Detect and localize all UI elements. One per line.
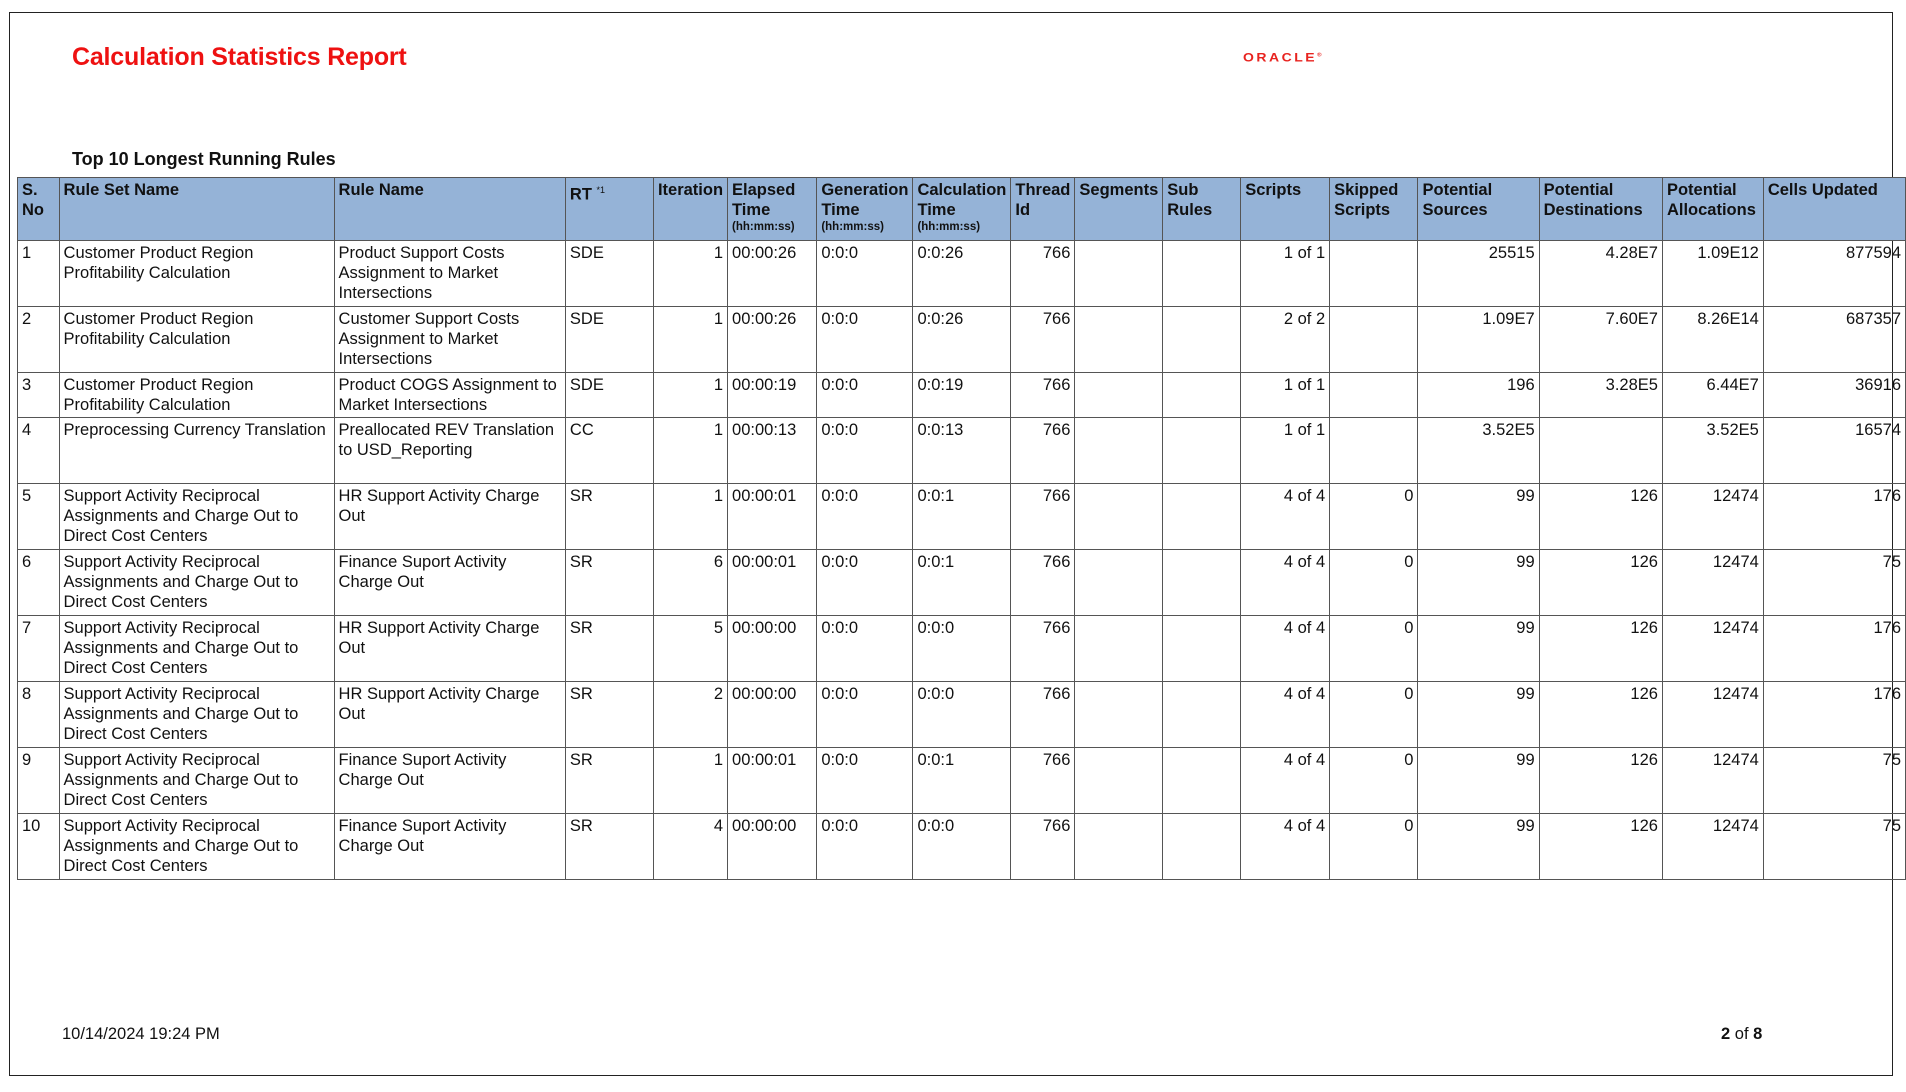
- cell-cells-updated: 176: [1763, 616, 1905, 682]
- cell-potential-allocations: 8.26E14: [1662, 307, 1763, 373]
- cell-potential-sources: 99: [1418, 748, 1539, 814]
- cell-cells-updated: 176: [1763, 682, 1905, 748]
- cell-sub-rules: [1163, 418, 1241, 484]
- table-row: [18, 418, 1906, 484]
- cell-cells-updated: 16574: [1763, 418, 1905, 484]
- header-potential-destinations: Potential Destinations: [1539, 178, 1662, 241]
- header-sub-rules: Sub Rules: [1163, 178, 1241, 241]
- cell-generation-time: 0:0:0: [817, 682, 913, 748]
- cell-sno: 7: [18, 616, 60, 682]
- cell-calculation-time: 0:0:0: [913, 616, 1011, 682]
- cell-generation-time: 0:0:0: [817, 748, 913, 814]
- cell-cells-updated: 176: [1763, 484, 1905, 550]
- cell-scripts: 4 of 4: [1241, 616, 1330, 682]
- current-page: 2: [1721, 1025, 1731, 1043]
- cell-segments: [1075, 241, 1163, 307]
- header-sno: S. No: [18, 178, 60, 241]
- cell-thread-id: 766: [1011, 373, 1075, 418]
- cell-cells-updated: 75: [1763, 748, 1905, 814]
- page-indicator: [1721, 1025, 1762, 1044]
- cell-generation-time: 0:0:0: [817, 373, 913, 418]
- cell-thread-id: 766: [1011, 682, 1075, 748]
- cell-segments: [1075, 373, 1163, 418]
- cell-elapsed-time: 00:00:01: [728, 550, 817, 616]
- cell-generation-time: 0:0:0: [817, 241, 913, 307]
- cell-skipped-scripts: [1330, 241, 1418, 307]
- cell-elapsed-time: 00:00:19: [728, 373, 817, 418]
- cell-elapsed-time: 00:00:26: [728, 241, 817, 307]
- cell-potential-destinations: 4.28E7: [1539, 241, 1662, 307]
- cell-skipped-scripts: 0: [1330, 550, 1418, 616]
- cell-scripts: 1 of 1: [1241, 373, 1330, 418]
- cell-potential-allocations: 12474: [1662, 484, 1763, 550]
- cell-rt: SR: [565, 814, 653, 880]
- header-rt: [565, 178, 653, 241]
- cell-rule-set-name: Customer Product Region Profitability Calculation: [59, 241, 334, 307]
- cell-potential-destinations: 7.60E7: [1539, 307, 1662, 373]
- cell-scripts: 4 of 4: [1241, 748, 1330, 814]
- cell-potential-sources: 99: [1418, 682, 1539, 748]
- cell-sno: 2: [18, 307, 60, 373]
- cell-rule-name: Customer Support Costs Assignment to Market Intersections: [334, 307, 565, 373]
- cell-potential-sources: 3.52E5: [1418, 418, 1539, 484]
- table-row: [18, 484, 1906, 550]
- cell-sub-rules: [1163, 616, 1241, 682]
- cell-potential-sources: 99: [1418, 484, 1539, 550]
- cell-scripts: 4 of 4: [1241, 484, 1330, 550]
- cell-rule-name: Finance Suport Activity Charge Out: [334, 550, 565, 616]
- cell-iteration: 1: [653, 748, 727, 814]
- cell-sno: 9: [18, 748, 60, 814]
- cell-thread-id: 766: [1011, 616, 1075, 682]
- cell-rt: SR: [565, 748, 653, 814]
- cell-rt: SDE: [565, 241, 653, 307]
- cell-iteration: 5: [653, 616, 727, 682]
- cell-calculation-time: 0:0:1: [913, 550, 1011, 616]
- cell-thread-id: 766: [1011, 307, 1075, 373]
- cell-rt: SR: [565, 616, 653, 682]
- cell-calculation-time: 0:0:26: [913, 241, 1011, 307]
- cell-iteration: 1: [653, 484, 727, 550]
- header-cells-updated: Cells Updated: [1763, 178, 1905, 241]
- registered-mark-icon: ®: [1317, 53, 1322, 59]
- table-header-row: [18, 178, 1906, 241]
- cell-segments: [1075, 682, 1163, 748]
- oracle-logo-text: ORACLE: [1243, 50, 1318, 64]
- header-rt-label: RT: [569, 185, 592, 204]
- header-elapsed-time: [728, 178, 817, 241]
- cell-sno: 6: [18, 550, 60, 616]
- header-elapsed-time-unit: (hh:mm:ss): [732, 221, 795, 233]
- cell-calculation-time: 0:0:0: [913, 814, 1011, 880]
- cell-thread-id: 766: [1011, 484, 1075, 550]
- cell-potential-destinations: 126: [1539, 484, 1662, 550]
- cell-elapsed-time: 00:00:00: [728, 616, 817, 682]
- cell-potential-sources: 196: [1418, 373, 1539, 418]
- cell-sno: 4: [18, 418, 60, 484]
- header-generation-time-label: Generation Time: [821, 181, 909, 219]
- cell-thread-id: 766: [1011, 814, 1075, 880]
- page-of-label: of: [1734, 1025, 1749, 1043]
- cell-scripts: 2 of 2: [1241, 307, 1330, 373]
- cell-generation-time: 0:0:0: [817, 418, 913, 484]
- table-row: [18, 616, 1906, 682]
- section-title: Top 10 Longest Running Rules: [72, 149, 336, 169]
- cell-sno: 5: [18, 484, 60, 550]
- cell-generation-time: 0:0:0: [817, 814, 913, 880]
- cell-rule-name: Finance Suport Activity Charge Out: [334, 814, 565, 880]
- header-rule-set-name: Rule Set Name: [59, 178, 334, 241]
- cell-rule-name: HR Support Activity Charge Out: [334, 682, 565, 748]
- cell-skipped-scripts: 0: [1330, 814, 1418, 880]
- cell-sub-rules: [1163, 814, 1241, 880]
- cell-sub-rules: [1163, 682, 1241, 748]
- cell-thread-id: 766: [1011, 241, 1075, 307]
- cell-rule-set-name: Customer Product Region Profitability Calculation: [59, 307, 334, 373]
- header-iteration: Iteration: [653, 178, 727, 241]
- table-row: [18, 814, 1906, 880]
- cell-rule-name: Finance Suport Activity Charge Out: [334, 748, 565, 814]
- header-skipped-scripts: Skipped Scripts: [1330, 178, 1418, 241]
- cell-potential-sources: 99: [1418, 814, 1539, 880]
- cell-skipped-scripts: [1330, 307, 1418, 373]
- cell-rule-name: Product COGS Assignment to Market Intersections: [334, 373, 565, 418]
- cell-iteration: 2: [653, 682, 727, 748]
- cell-potential-sources: 25515: [1418, 241, 1539, 307]
- header-calculation-time-unit: (hh:mm:ss): [917, 221, 981, 233]
- cell-elapsed-time: 00:00:01: [728, 484, 817, 550]
- cell-calculation-time: 0:0:1: [913, 484, 1011, 550]
- cell-potential-destinations: 126: [1539, 814, 1662, 880]
- cell-potential-allocations: 12474: [1662, 550, 1763, 616]
- cell-rt: SDE: [565, 373, 653, 418]
- cell-skipped-scripts: [1330, 418, 1418, 484]
- cell-segments: [1075, 748, 1163, 814]
- cell-calculation-time: 0:0:26: [913, 307, 1011, 373]
- cell-potential-allocations: 12474: [1662, 814, 1763, 880]
- cell-potential-destinations: 126: [1539, 682, 1662, 748]
- cell-thread-id: 766: [1011, 550, 1075, 616]
- cell-segments: [1075, 307, 1163, 373]
- cell-rule-set-name: Support Activity Reciprocal Assignments and Charge Out to Direct Cost Centers: [59, 682, 334, 748]
- cell-rule-set-name: Support Activity Reciprocal Assignments and Charge Out to Direct Cost Centers: [59, 748, 334, 814]
- cell-generation-time: 0:0:0: [817, 484, 913, 550]
- cell-calculation-time: 0:0:19: [913, 373, 1011, 418]
- cell-scripts: 4 of 4: [1241, 550, 1330, 616]
- cell-potential-allocations: 3.52E5: [1662, 418, 1763, 484]
- cell-sno: 1: [18, 241, 60, 307]
- cell-potential-allocations: 1.09E12: [1662, 241, 1763, 307]
- cell-rule-name: HR Support Activity Charge Out: [334, 484, 565, 550]
- cell-rule-set-name: Support Activity Reciprocal Assignments and Charge Out to Direct Cost Centers: [59, 814, 334, 880]
- cell-potential-destinations: 126: [1539, 550, 1662, 616]
- cell-rule-set-name: Support Activity Reciprocal Assignments and Charge Out to Direct Cost Centers: [59, 616, 334, 682]
- footnote-marker: *1: [596, 185, 606, 195]
- cell-elapsed-time: 00:00:01: [728, 748, 817, 814]
- cell-sno: 8: [18, 682, 60, 748]
- table-row: [18, 241, 1906, 307]
- cell-skipped-scripts: [1330, 373, 1418, 418]
- total-pages: 8: [1753, 1025, 1763, 1043]
- header-calculation-time-label: Calculation Time: [917, 181, 1007, 219]
- cell-potential-sources: 1.09E7: [1418, 307, 1539, 373]
- cell-sub-rules: [1163, 748, 1241, 814]
- cell-potential-destinations: [1539, 418, 1662, 484]
- cell-iteration: 1: [653, 307, 727, 373]
- table-body: [18, 241, 1906, 880]
- header-segments: Segments: [1075, 178, 1163, 241]
- header-generation-time: [817, 178, 913, 241]
- cell-sno: 3: [18, 373, 60, 418]
- cell-rule-name: HR Support Activity Charge Out: [334, 616, 565, 682]
- cell-sub-rules: [1163, 484, 1241, 550]
- header-elapsed-time-label: Elapsed Time: [732, 181, 796, 219]
- cell-iteration: 6: [653, 550, 727, 616]
- cell-calculation-time: 0:0:0: [913, 682, 1011, 748]
- cell-rule-set-name: Preprocessing Currency Translation: [59, 418, 334, 484]
- cell-elapsed-time: 00:00:00: [728, 814, 817, 880]
- cell-calculation-time: 0:0:1: [913, 748, 1011, 814]
- cell-rule-set-name: Customer Product Region Profitability Calculation: [59, 373, 334, 418]
- header-generation-time-unit: (hh:mm:ss): [821, 221, 884, 233]
- cell-scripts: 1 of 1: [1241, 418, 1330, 484]
- cell-potential-destinations: 126: [1539, 616, 1662, 682]
- cell-sub-rules: [1163, 307, 1241, 373]
- cell-rt: SR: [565, 550, 653, 616]
- cell-elapsed-time: 00:00:00: [728, 682, 817, 748]
- cell-iteration: 1: [653, 418, 727, 484]
- cell-sub-rules: [1163, 373, 1241, 418]
- cell-skipped-scripts: 0: [1330, 616, 1418, 682]
- header-potential-sources: Potential Sources: [1418, 178, 1539, 241]
- cell-cells-updated: 877594: [1763, 241, 1905, 307]
- cell-segments: [1075, 814, 1163, 880]
- report-timestamp: 10/14/2024 19:24 PM: [62, 1025, 220, 1043]
- cell-skipped-scripts: 0: [1330, 484, 1418, 550]
- cell-cells-updated: 36916: [1763, 373, 1905, 418]
- cell-skipped-scripts: 0: [1330, 748, 1418, 814]
- cell-sno: 10: [18, 814, 60, 880]
- table-row: [18, 307, 1906, 373]
- oracle-logo: [1243, 50, 1322, 64]
- cell-rt: SR: [565, 484, 653, 550]
- cell-calculation-time: 0:0:13: [913, 418, 1011, 484]
- cell-cells-updated: 75: [1763, 550, 1905, 616]
- table-row: [18, 373, 1906, 418]
- cell-cells-updated: 687357: [1763, 307, 1905, 373]
- cell-segments: [1075, 616, 1163, 682]
- cell-sub-rules: [1163, 241, 1241, 307]
- cell-rule-name: Product Support Costs Assignment to Market Intersections: [334, 241, 565, 307]
- cell-rule-set-name: Support Activity Reciprocal Assignments and Charge Out to Direct Cost Centers: [59, 550, 334, 616]
- cell-iteration: 1: [653, 241, 727, 307]
- table-row: [18, 550, 1906, 616]
- cell-thread-id: 766: [1011, 748, 1075, 814]
- cell-skipped-scripts: 0: [1330, 682, 1418, 748]
- cell-rt: SR: [565, 682, 653, 748]
- table-row: [18, 748, 1906, 814]
- cell-potential-allocations: 12474: [1662, 682, 1763, 748]
- cell-segments: [1075, 550, 1163, 616]
- header-rule-name: Rule Name: [334, 178, 565, 241]
- cell-segments: [1075, 418, 1163, 484]
- cell-generation-time: 0:0:0: [817, 550, 913, 616]
- cell-rule-name: Preallocated REV Translation to USD_Reporting: [334, 418, 565, 484]
- header-scripts: Scripts: [1241, 178, 1330, 241]
- cell-generation-time: 0:0:0: [817, 616, 913, 682]
- cell-rt: CC: [565, 418, 653, 484]
- cell-thread-id: 766: [1011, 418, 1075, 484]
- cell-elapsed-time: 00:00:13: [728, 418, 817, 484]
- header-calculation-time: [913, 178, 1011, 241]
- cell-iteration: 4: [653, 814, 727, 880]
- cell-potential-destinations: 3.28E5: [1539, 373, 1662, 418]
- cell-rule-set-name: Support Activity Reciprocal Assignments and Charge Out to Direct Cost Centers: [59, 484, 334, 550]
- cell-potential-allocations: 6.44E7: [1662, 373, 1763, 418]
- header-potential-allocations: Potential Allocations: [1662, 178, 1763, 241]
- cell-scripts: 4 of 4: [1241, 814, 1330, 880]
- cell-segments: [1075, 484, 1163, 550]
- cell-elapsed-time: 00:00:26: [728, 307, 817, 373]
- cell-generation-time: 0:0:0: [817, 307, 913, 373]
- header-thread-id: Thread Id: [1011, 178, 1075, 241]
- cell-potential-sources: 99: [1418, 550, 1539, 616]
- cell-scripts: 4 of 4: [1241, 682, 1330, 748]
- cell-potential-destinations: 126: [1539, 748, 1662, 814]
- cell-iteration: 1: [653, 373, 727, 418]
- cell-rt: SDE: [565, 307, 653, 373]
- cell-sub-rules: [1163, 550, 1241, 616]
- table-row: [18, 682, 1906, 748]
- cell-potential-allocations: 12474: [1662, 748, 1763, 814]
- cell-cells-updated: 75: [1763, 814, 1905, 880]
- longest-running-rules-table: [17, 177, 1906, 880]
- cell-potential-allocations: 12474: [1662, 616, 1763, 682]
- cell-scripts: 1 of 1: [1241, 241, 1330, 307]
- report-title: Calculation Statistics Report: [72, 43, 407, 71]
- cell-potential-sources: 99: [1418, 616, 1539, 682]
